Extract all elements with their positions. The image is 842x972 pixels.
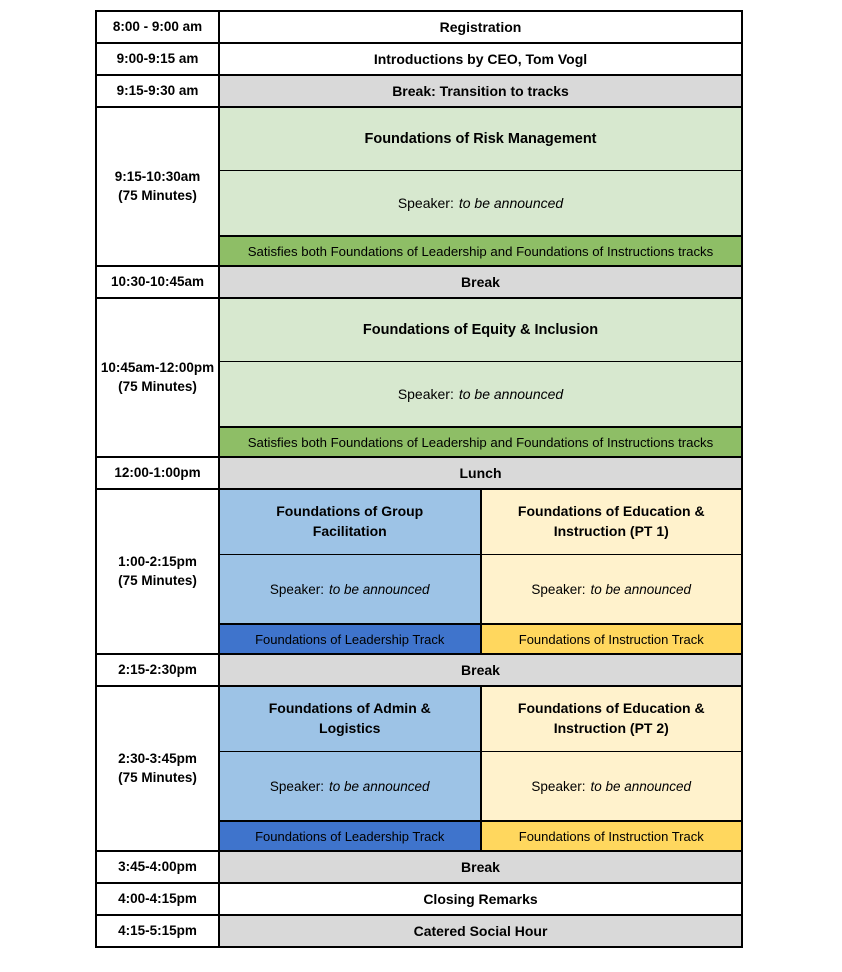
session-cell: Registration: [220, 12, 741, 42]
time-cell: 2:15-2:30pm: [97, 655, 220, 685]
session-cell: Break: [220, 852, 741, 882]
speaker-label: Speaker:: [269, 581, 324, 597]
time-duration: (75 Minutes): [118, 769, 197, 785]
speaker-label: Speaker:: [397, 386, 454, 402]
time-cell: 4:00-4:15pm: [97, 884, 220, 914]
time-cell: [97, 687, 220, 850]
session-split: [220, 687, 741, 850]
schedule-row-introductions: [97, 42, 741, 74]
schedule-row-registration: [97, 12, 741, 42]
speaker-line: [482, 554, 742, 623]
speaker-label: Speaker:: [397, 195, 454, 211]
session-footer: Satisfies both Foundations of Leadership and Foundations of Instructions tracks: [220, 235, 741, 265]
session-cell: Catered Social Hour: [220, 916, 741, 946]
schedule-row-break-3: [97, 850, 741, 882]
time-cell: [97, 108, 220, 265]
track-note: Foundations of Instruction Track: [482, 623, 742, 653]
speaker-label: Speaker:: [531, 778, 586, 794]
speaker-value: to be announced: [590, 778, 692, 794]
schedule-row-break-transition: [97, 74, 741, 106]
time-cell: 8:00 - 9:00 am: [97, 12, 220, 42]
time-duration: (75 Minutes): [118, 187, 197, 203]
speaker-line: [220, 751, 480, 820]
schedule-row-closing-remarks: [97, 882, 741, 914]
track-note: Foundations of Leadership Track: [220, 820, 480, 850]
time-duration: (75 Minutes): [118, 572, 197, 588]
speaker-label: Speaker:: [531, 581, 586, 597]
track-note: Foundations of Leadership Track: [220, 623, 480, 653]
time-cell: [97, 490, 220, 653]
time-range: 1:00-2:15pm: [118, 554, 197, 570]
schedule-row-lunch: [97, 456, 741, 488]
track-note: Foundations of Instruction Track: [482, 820, 742, 850]
time-duration: (75 Minutes): [118, 378, 197, 394]
speaker-label: Speaker:: [269, 778, 324, 794]
time-cell: 9:00-9:15 am: [97, 44, 220, 74]
time-range: 2:30-3:45pm: [118, 751, 197, 767]
session-block: [220, 299, 741, 456]
session-title: Foundations of Admin & Logistics: [220, 687, 480, 751]
schedule-row-break-1: [97, 265, 741, 297]
speaker-line: [220, 361, 741, 426]
speaker-value: to be announced: [328, 778, 430, 794]
right-column-instruction: [482, 687, 742, 850]
session-block: [220, 108, 741, 265]
time-cell: 12:00-1:00pm: [97, 458, 220, 488]
time-range: 9:15-10:30am: [114, 169, 201, 185]
schedule-row-risk-management: [97, 106, 741, 265]
session-title: Foundations of Risk Management: [220, 108, 741, 170]
session-cell: Break: [220, 655, 741, 685]
speaker-value: to be announced: [458, 386, 564, 402]
schedule-table: [95, 10, 743, 948]
session-title: Foundations of Education & Instruction (PT 1): [482, 490, 742, 554]
time-cell: 9:15-9:30 am: [97, 76, 220, 106]
speaker-line: [220, 170, 741, 235]
speaker-line: [220, 554, 480, 623]
session-cell: Closing Remarks: [220, 884, 741, 914]
session-cell: Break: Transition to tracks: [220, 76, 741, 106]
schedule-row-social-hour: [97, 914, 741, 946]
time-cell: 4:15-5:15pm: [97, 916, 220, 946]
time-cell: 3:45-4:00pm: [97, 852, 220, 882]
session-cell: Break: [220, 267, 741, 297]
session-cell: Introductions by CEO, Tom Vogl: [220, 44, 741, 74]
time-range: 10:45am-12:00pm: [100, 360, 215, 376]
session-title: Foundations of Education & Instruction (PT 2): [482, 687, 742, 751]
session-cell: Lunch: [220, 458, 741, 488]
schedule-row-tracks-2: [97, 685, 741, 850]
left-column-leadership: [220, 687, 482, 850]
session-title: Foundations of Group Facilitation: [220, 490, 480, 554]
session-split: [220, 490, 741, 653]
schedule-row-tracks-1: [97, 488, 741, 653]
speaker-value: to be announced: [458, 195, 564, 211]
speaker-value: to be announced: [590, 581, 692, 597]
speaker-value: to be announced: [328, 581, 430, 597]
time-cell: [97, 299, 220, 456]
speaker-line: [482, 751, 742, 820]
schedule-row-equity-inclusion: [97, 297, 741, 456]
right-column-instruction: [482, 490, 742, 653]
session-title: Foundations of Equity & Inclusion: [220, 299, 741, 361]
session-footer: Satisfies both Foundations of Leadership and Foundations of Instructions tracks: [220, 426, 741, 456]
left-column-leadership: [220, 490, 482, 653]
time-cell: 10:30-10:45am: [97, 267, 220, 297]
schedule-row-break-2: [97, 653, 741, 685]
